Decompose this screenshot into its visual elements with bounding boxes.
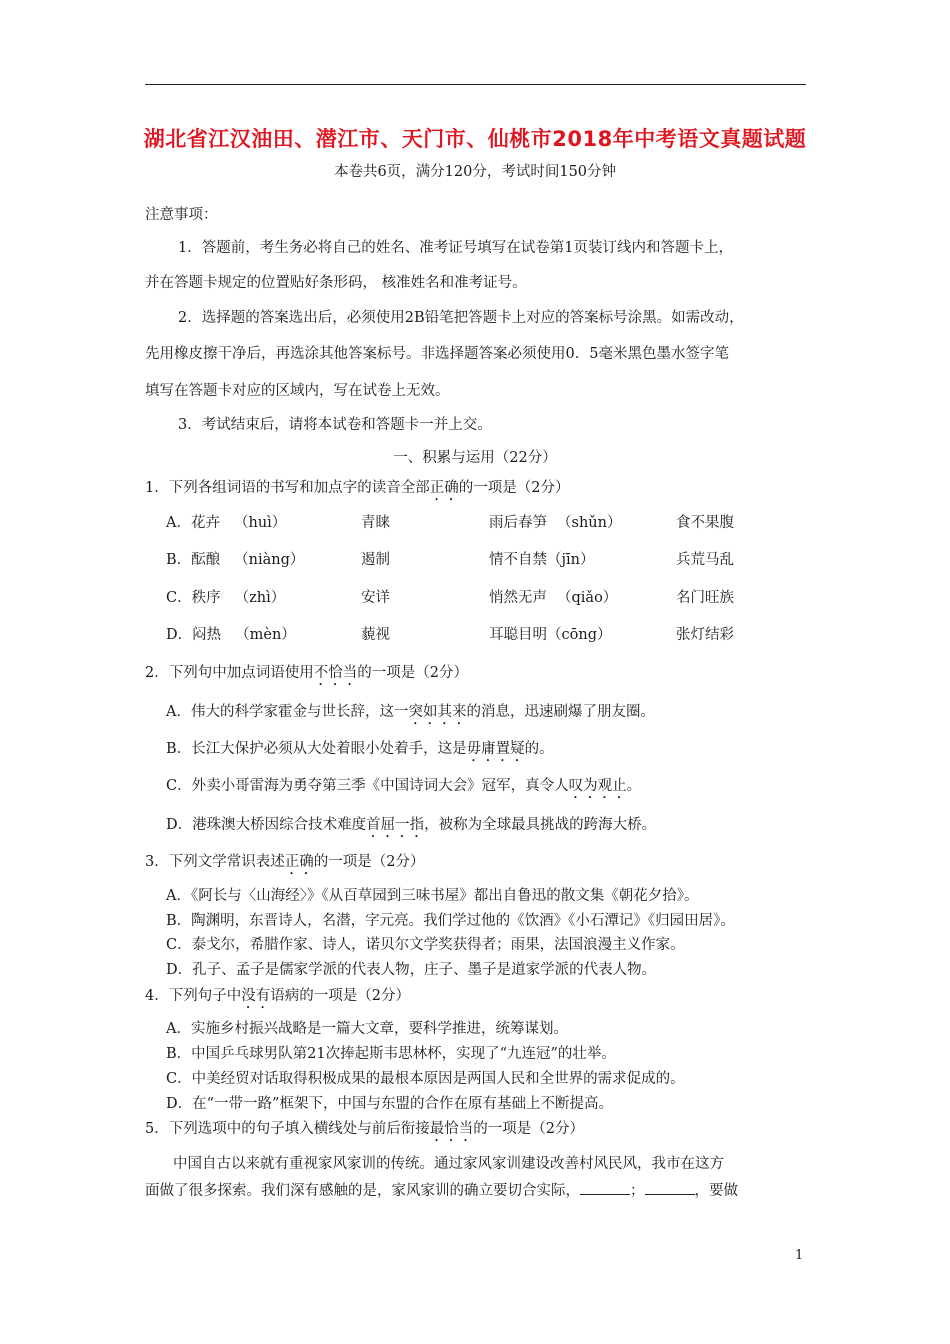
q3-option-a: A．《阿长与〈山海经〉》《从百草园到三味书屋》都出自鲁迅的散文集《朝花夕拾》。 [166, 888, 699, 904]
page-number: 1 [795, 1248, 804, 1263]
question-key: 正确 [284, 854, 314, 870]
question-key: 不恰当 [313, 665, 358, 681]
q3-option-d: D．孔子、孟子是儒家学派的代表人物，庄子、墨子是道家学派的代表人物。 [166, 962, 657, 978]
option-word: 藐视 [361, 627, 390, 643]
q4-option-b: B．中国乒乓球男队第21次捧起斯韦思林杯，实现了“九连冠”的壮举。 [166, 1046, 616, 1062]
page-subtitle: 本卷共6页，满分120分，考试时间150分钟 [333, 164, 617, 180]
notice-2-line-1: 2．选择题的答案选出后，必须使用2B铅笔把答题卡上对应的答案标号涂黑。如需改动， [178, 310, 744, 326]
pinyin: （zhì） [234, 590, 286, 606]
option-word: 兵荒马乱 [676, 552, 734, 568]
option-text: D．港珠澳大桥因综合技术难度 [166, 817, 367, 833]
question-3 [145, 850, 424, 878]
pinyin: （niàng） [234, 552, 305, 568]
question-1 [145, 476, 569, 504]
passage-text: ，要做 [694, 1183, 738, 1199]
option-text: C．外卖小哥雷海为勇夺第三季《中国诗词大会》冠军，真令人 [166, 778, 569, 794]
question-text: 3．下列文学常识表述 [145, 854, 285, 870]
question-text: 1．下列各组词语的书写和加点字的读音全部 [145, 480, 430, 496]
page-title: 湖北省江汉油田、潜江市、天门市、仙桃市2018年中考语文真题试题 [143, 127, 807, 151]
option-word: 耳聪目明 [489, 627, 547, 643]
option-word: 悄然无声 [489, 590, 547, 606]
q3-option-c: C．泰戈尔，希腊作家、诗人，诺贝尔文学奖获得者；雨果，法国浪漫主义作家。 [166, 937, 685, 953]
fill-blank-1 [580, 1180, 630, 1195]
q3-option-b: B．陶渊明，东晋诗人，名潜，字元亮。我们学过他的《饮酒》《小石潭记》《归园田居》。 [166, 913, 735, 929]
notice-3: 3．考试结束后，请将本试卷和答题卡一并上交。 [178, 417, 492, 433]
pinyin: （mèn） [235, 627, 296, 643]
option-word: 情不自禁 [489, 552, 547, 568]
passage-text: 面做了很多探索。我们深有感触的是，家风家训的确立要切合实际， [145, 1183, 580, 1199]
question-text: 的一项是（2分） [357, 665, 468, 681]
q5-passage-line-2 [145, 1179, 738, 1200]
dotted-phrase: 叹为观止 [568, 778, 627, 794]
q4-option-c: C．中美经贸对话取得积极成果的最根本原因是两国人民和全世界的需求促成的。 [166, 1071, 685, 1087]
option-word: 酝酿 [191, 552, 221, 568]
header-rule [145, 84, 806, 85]
notice-heading: 注意事项： [145, 207, 218, 223]
q5-passage-line-1: 中国自古以来就有重视家风家训的传统。通过家风家训建设改善村风民风，我市在这方 [173, 1156, 724, 1172]
q2-option-b [166, 737, 554, 765]
q2-option-c [166, 774, 641, 802]
option-text: ，被称为全球最具挑战的跨海大桥。 [424, 817, 657, 833]
pinyin: （shǔn） [557, 515, 622, 531]
question-text: 的一项是（2分） [473, 1121, 584, 1137]
pinyin: （huì） [233, 515, 287, 531]
question-key: 没有 [241, 988, 271, 1004]
fill-blank-2 [645, 1180, 695, 1195]
q4-option-d: D．在“一带一路”框架下，中国与东盟的合作在原有基础上不断提高。 [166, 1096, 613, 1112]
section-heading: 一、积累与运用（22分） [393, 450, 557, 466]
dotted-phrase: 毋庸置疑 [466, 741, 525, 757]
notice-2-line-2: 先用橡皮擦干净后，再选涂其他答案标号。非选择题答案必须使用0．5毫米黑色墨水签字笔 [145, 346, 729, 362]
option-word: 遏制 [361, 552, 390, 568]
notice-1-line-2: 并在答题卡规定的位置贴好条形码， 核准姓名和准考证号。 [145, 275, 527, 291]
q4-option-a: A．实施乡村振兴战略是一篇大文章，要科学推进，统筹谋划。 [166, 1021, 568, 1037]
option-text: A．伟大的科学家霍金与世长辞，这一 [166, 704, 409, 720]
question-text: 4．下列句子中 [145, 988, 242, 1004]
pinyin: （cōng） [547, 627, 612, 643]
dotted-phrase: 首屈一指 [366, 817, 425, 833]
option-text: 的消息，迅速刷爆了朋友圈。 [466, 704, 655, 720]
option-word: 闷热 [192, 627, 222, 643]
q2-option-a [166, 700, 655, 728]
option-word: 安详 [361, 590, 390, 606]
question-key: 正确 [429, 480, 459, 496]
question-text: 语病的一项是（2分） [270, 988, 410, 1004]
option-word: 食不果腹 [676, 515, 734, 531]
question-2 [145, 661, 468, 689]
option-word: 张灯结彩 [676, 627, 734, 643]
question-4 [145, 984, 410, 1012]
question-text: 的一项是（2分） [313, 854, 425, 870]
pinyin: （jīn） [547, 552, 595, 568]
notice-2-line-3: 填写在答题卡对应的区域内，写在试卷上无效。 [145, 383, 450, 399]
option-label: B． [166, 552, 192, 568]
question-text: 5．下列选项中的句子填入横线处与前后衔接 [145, 1121, 430, 1137]
pinyin: （qiǎo） [557, 590, 618, 606]
dotted-phrase: 突如其来 [408, 704, 467, 720]
option-text: 。 [626, 778, 642, 794]
option-word: 秩序 [191, 590, 221, 606]
q2-option-d [166, 813, 656, 841]
option-word: 花卉 [190, 515, 220, 531]
option-label: C． [166, 590, 192, 606]
option-word: 青睐 [361, 515, 390, 531]
option-text: 的。 [524, 741, 554, 757]
question-5 [145, 1117, 584, 1145]
notice-1-line-1: 1．答题前，考生务必将自己的姓名、准考证号填写在试卷第1页装订线内和答题卡上， [178, 240, 733, 256]
option-word: 名门旺族 [676, 590, 734, 606]
question-text: 2．下列句中加点词语使用 [145, 665, 314, 681]
option-label: D． [166, 627, 193, 643]
question-text: 的一项是（2分） [458, 480, 570, 496]
option-text: B．长江大保护必须从大处着眼小处着手，这是 [166, 741, 467, 757]
option-label: A． [166, 515, 191, 531]
question-key: 最恰当 [429, 1121, 474, 1137]
option-word: 雨后春笋 [489, 515, 547, 531]
passage-text: ； [630, 1183, 645, 1199]
